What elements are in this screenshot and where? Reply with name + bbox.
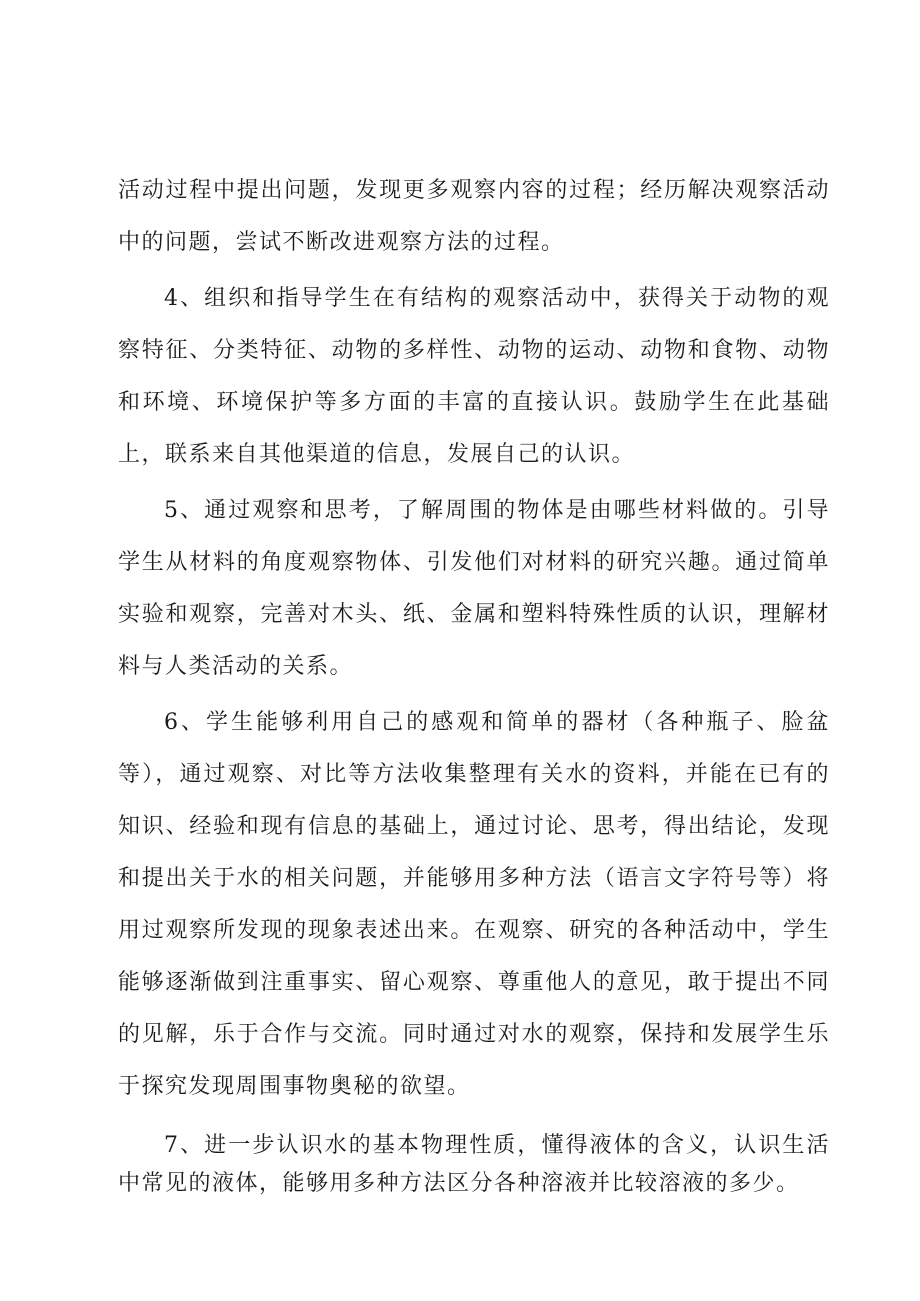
paragraph-item-6: 6、学生能够利用自己的感观和简单的器材（各种瓶子、脸盆等），通过观察、对比等方法收集整理有关水的资料，并能在已有的知识、经验和现有信息的基础上，通过讨论、思考，得出结论，发现和提出关于水的相关问题，并能够用多种方法（语言文字符号等）将用过观察所发现的现象表述出来。在观察、研究的各种活动中，学生能够逐渐做到注重事实、留心观察、尊重他人的意见，敢于提出不同的见解，乐于合作与交流。同时通过对水的观察，保持和发展学生乐于探究发现周围事物奥秘的欲望。 [118, 710, 830, 1099]
paragraph-item-5: 5、通过观察和思考，了解周围的物体是由哪些材料做的。引导学生从材料的角度观察物体、引发他们对材料的研究兴趣。通过简单实验和观察，完善对木头、纸、金属和塑料特殊性质的认识，理解材料与人类活动的关系。 [118, 498, 830, 679]
paragraph-continuation: 活动过程中提出问题，发现更多观察内容的过程；经历解决观察活动中的问题，尝试不断改进观察方法的过程。 [118, 178, 830, 255]
paragraph-item-7: 7、进一步认识水的基本物理性质，懂得液体的含义，认识生活中常见的液体，能够用多种方法区分各种溶液并比较溶液的多少。 [118, 1133, 830, 1196]
paragraph-item-4: 4、组织和指导学生在有结构的观察活动中，获得关于动物的观察特征、分类特征、动物的多样性、动物的运动、动物和食物、动物和环境、环境保护等多方面的丰富的直接认识。鼓励学生在此基础上，联系来自其他渠道的信息，发展自己的认识。 [118, 286, 830, 467]
document-page [118, 165, 830, 1203]
